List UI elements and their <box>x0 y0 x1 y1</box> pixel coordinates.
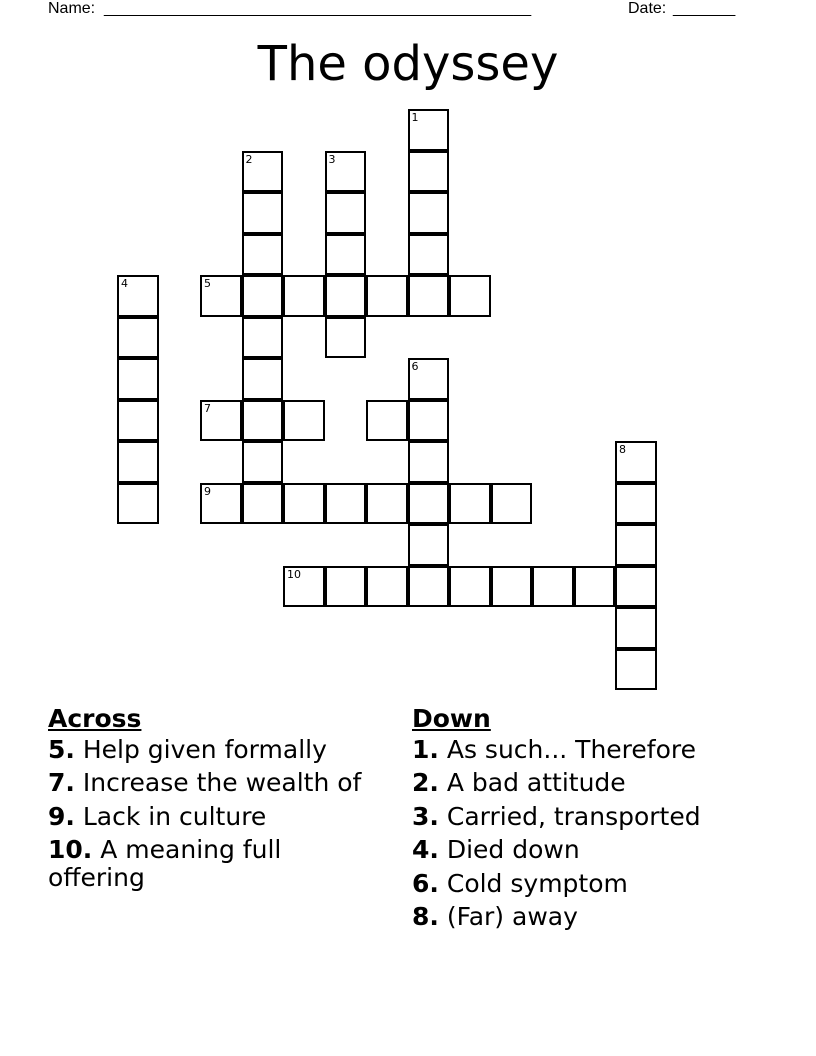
grid-cell[interactable] <box>325 483 367 525</box>
grid-cell[interactable] <box>242 441 284 483</box>
grid-cell[interactable] <box>408 151 450 193</box>
grid-cell[interactable] <box>408 524 450 566</box>
grid-cell[interactable] <box>117 483 159 525</box>
grid-cell[interactable] <box>325 192 367 234</box>
clue-text: As such... Therefore <box>446 734 696 764</box>
cell-number: 3 <box>328 152 336 166</box>
across-clue <box>48 769 378 797</box>
grid-cell[interactable] <box>366 400 408 442</box>
grid-cell[interactable] <box>408 275 450 317</box>
clue-number: 7. <box>48 768 75 797</box>
grid-cell[interactable] <box>200 400 242 442</box>
grid-cell[interactable] <box>325 566 367 608</box>
down-clue <box>412 736 732 764</box>
cell-number: 8 <box>619 443 626 456</box>
grid-cell[interactable] <box>615 566 657 608</box>
cell-number: 7 <box>204 401 211 415</box>
grid-cell[interactable] <box>615 607 657 649</box>
clue-text: Help given formally <box>82 734 327 764</box>
grid-cell[interactable] <box>449 483 491 525</box>
down-clue <box>412 803 732 831</box>
across-clue <box>48 803 378 831</box>
grid-cell[interactable] <box>242 151 284 193</box>
clue-text: Increase the wealth of <box>82 768 362 797</box>
grid-cell[interactable] <box>242 317 284 359</box>
grid-cell[interactable] <box>615 483 657 525</box>
grid-cell[interactable] <box>242 400 284 442</box>
grid-cell[interactable] <box>242 358 284 400</box>
grid-cell[interactable] <box>408 234 450 276</box>
grid-cell[interactable] <box>283 400 325 442</box>
clue-number: 6. <box>412 868 439 898</box>
clue-number: 1. <box>412 734 439 764</box>
page-title: The odyssey <box>257 36 559 92</box>
grid-cell[interactable] <box>366 275 408 317</box>
clue-number: 8. <box>412 902 439 931</box>
grid-cell[interactable] <box>242 275 284 317</box>
grid-cell[interactable] <box>366 483 408 525</box>
grid-cell[interactable] <box>200 483 242 525</box>
grid-cell[interactable] <box>325 317 367 359</box>
cell-number: 9 <box>204 484 211 498</box>
clue-number: 2. <box>412 768 439 797</box>
cell-number: 1 <box>411 111 419 124</box>
down-clues <box>412 702 732 937</box>
down-clue-list <box>412 736 732 932</box>
clue-number: 4. <box>412 835 439 864</box>
grid-cell[interactable] <box>325 275 367 317</box>
clue-text: Lack in culture <box>82 801 267 831</box>
grid-cell[interactable] <box>615 649 657 691</box>
across-clue-list <box>48 736 378 893</box>
grid-cell[interactable] <box>449 566 491 608</box>
clue-number: 9. <box>48 801 75 831</box>
cell-number: 4 <box>121 277 128 290</box>
grid-cell[interactable] <box>117 317 159 359</box>
grid-cell[interactable] <box>615 524 657 566</box>
grid-cell[interactable] <box>283 275 325 317</box>
across-clue <box>48 736 378 764</box>
clue-text: A meaning full offering <box>48 835 282 892</box>
down-clue <box>412 769 732 797</box>
down-clue <box>412 903 732 931</box>
clue-text: A bad attitude <box>446 768 626 797</box>
grid-cell[interactable] <box>408 400 450 442</box>
grid-cell[interactable] <box>574 566 616 608</box>
grid-cell[interactable] <box>491 483 533 525</box>
name-label: Name: <box>48 0 96 17</box>
cell-number: 2 <box>245 152 253 166</box>
grid-cell[interactable] <box>491 566 533 608</box>
clue-number: 10. <box>48 835 93 864</box>
grid-cell[interactable] <box>532 566 574 608</box>
clue-text: (Far) away <box>446 902 578 931</box>
grid-cell[interactable] <box>408 192 450 234</box>
grid-cell[interactable] <box>117 275 159 317</box>
grid-cell[interactable] <box>408 109 450 151</box>
grid-cell[interactable] <box>449 275 491 317</box>
grid-cell[interactable] <box>283 566 325 608</box>
across-clues <box>48 702 378 898</box>
grid-cell[interactable] <box>408 441 450 483</box>
grid-cell[interactable] <box>117 400 159 442</box>
grid-cell[interactable] <box>408 358 450 400</box>
clue-text: Died down <box>446 835 580 864</box>
grid-cell[interactable] <box>615 441 657 483</box>
clue-text: Carried, transported <box>446 801 701 831</box>
down-clue <box>412 870 732 898</box>
grid-cell[interactable] <box>408 483 450 525</box>
clue-text: Cold symptom <box>446 868 628 898</box>
cell-number: 6 <box>411 360 419 373</box>
grid-cell[interactable] <box>117 441 159 483</box>
grid-cell[interactable] <box>117 358 159 400</box>
grid-cell[interactable] <box>242 234 284 276</box>
date-label: Date: <box>628 0 667 17</box>
grid-cell[interactable] <box>242 483 284 525</box>
grid-cell[interactable] <box>366 566 408 608</box>
across-clue <box>48 836 378 892</box>
grid-cell[interactable] <box>408 566 450 608</box>
name-line: ________________________________________________ <box>104 0 532 17</box>
clue-number: 5. <box>48 734 75 764</box>
cell-number: 10 <box>287 567 301 581</box>
down-heading: Down <box>412 704 491 733</box>
clue-number: 3. <box>412 801 439 831</box>
cell-number: 5 <box>204 277 211 290</box>
grid-cell[interactable] <box>242 192 284 234</box>
date-line: _______ <box>673 0 736 17</box>
across-heading: Across <box>48 704 142 733</box>
grid-cell[interactable] <box>325 151 367 193</box>
grid-cell[interactable] <box>325 234 367 276</box>
down-clue <box>412 836 732 864</box>
grid-cell[interactable] <box>200 275 242 317</box>
grid-cell[interactable] <box>283 483 325 525</box>
